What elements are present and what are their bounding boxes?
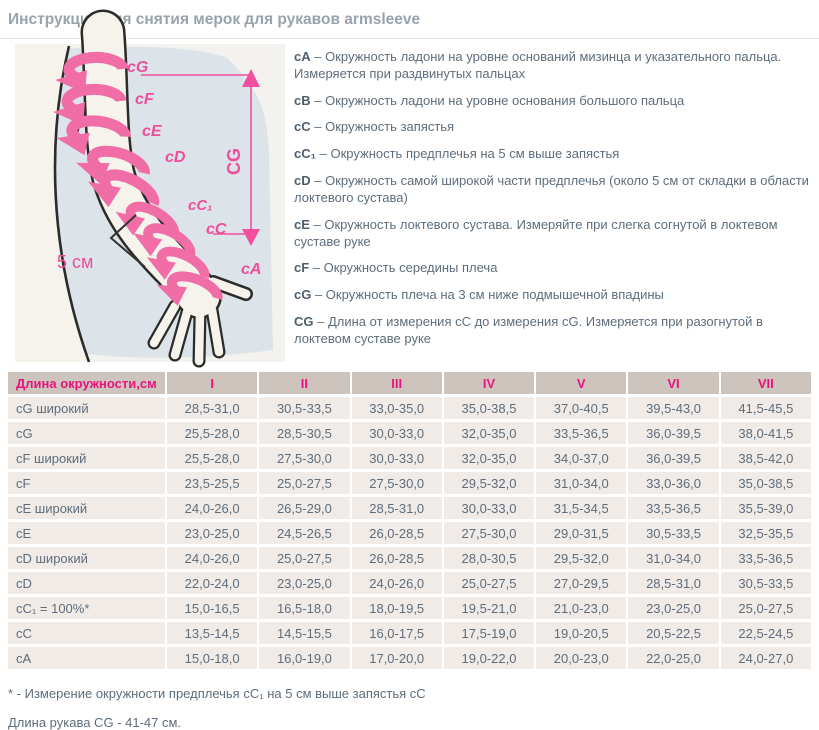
label-cC: cC <box>206 221 227 238</box>
measurement-text: – Окружность самой широкой части предплечья (около 5 см от складки в области локтевого сустава) <box>294 172 809 205</box>
row-value: 17,0-20,0 <box>350 647 442 669</box>
row-value: 29,0-31,5 <box>534 522 626 544</box>
row-value: 38,0-41,5 <box>719 422 811 444</box>
label-cA: cA <box>241 261 262 278</box>
table-row <box>8 647 811 669</box>
row-value: 22,5-24,5 <box>719 622 811 644</box>
row-value: 22,0-24,0 <box>165 572 257 594</box>
table-row <box>8 472 811 494</box>
row-value: 20,5-22,5 <box>626 622 718 644</box>
row-value: 27,5-30,0 <box>442 522 534 544</box>
size-column-header: IV <box>442 372 534 394</box>
row-value: 25,0-27,5 <box>442 572 534 594</box>
row-label: cC₁ = 100%* <box>8 597 165 619</box>
measurement-text: – Окружность ладони на уровне оснований мизинца и указательного пальца. Измеряется при раздвинутых пальцах <box>294 49 782 82</box>
row-value: 31,0-34,0 <box>534 472 626 494</box>
row-label: cE <box>8 522 165 544</box>
row-value: 36,0-39,5 <box>626 447 718 469</box>
row-value: 26,0-28,5 <box>350 522 442 544</box>
measurement-term: cA <box>294 49 311 64</box>
row-value: 28,5-31,0 <box>626 572 718 594</box>
row-value: 26,5-29,0 <box>257 497 349 519</box>
label-five-cm: 5 см <box>57 252 94 272</box>
row-label: cD широкий <box>8 547 165 569</box>
row-value: 37,0-40,5 <box>534 397 626 419</box>
row-value: 19,5-21,0 <box>442 597 534 619</box>
size-column-header: VII <box>719 372 811 394</box>
row-label: cG <box>8 422 165 444</box>
table-row <box>8 447 811 469</box>
page-title: Инструкция для снятия мерок для рукавов armsleeve <box>8 11 421 28</box>
row-label: cF <box>8 472 165 494</box>
row-value: 33,0-35,0 <box>350 397 442 419</box>
measurement-description-item <box>294 118 811 135</box>
row-label: cF широкий <box>8 447 165 469</box>
measurement-term: cD <box>294 172 311 188</box>
arm-measurement-illustration <box>15 44 285 362</box>
row-value: 30,0-33,0 <box>350 447 442 469</box>
row-value: 35,0-38,5 <box>719 472 811 494</box>
measurement-description-item <box>294 259 811 276</box>
row-value: 25,5-28,0 <box>165 447 257 469</box>
row-value: 34,0-37,0 <box>534 447 626 469</box>
row-value: 25,0-27,5 <box>257 547 349 569</box>
row-value: 32,0-35,0 <box>442 447 534 469</box>
table-row <box>8 572 811 594</box>
measurement-term: cC₁ <box>294 146 316 162</box>
size-column-header: V <box>534 372 626 394</box>
table-row <box>8 497 811 519</box>
row-label: cC <box>8 622 165 644</box>
row-value: 24,0-26,0 <box>165 547 257 569</box>
row-value: 35,5-39,0 <box>719 497 811 519</box>
row-value: 33,5-36,5 <box>534 422 626 444</box>
row-value: 15,0-16,5 <box>165 597 257 619</box>
measurement-term: CG <box>294 313 314 329</box>
row-value: 29,5-32,0 <box>534 547 626 569</box>
size-table <box>8 369 811 672</box>
row-value: 18,0-19,5 <box>350 597 442 619</box>
row-value: 36,0-39,5 <box>626 422 718 444</box>
measurement-term: cF <box>294 260 310 276</box>
row-value: 22,0-25,0 <box>626 647 718 669</box>
row-value: 16,0-19,0 <box>257 647 349 669</box>
measurement-text: – Окружность плеча на 3 см ниже подмышечной впадины <box>314 287 664 303</box>
row-label: cG широкий <box>8 397 165 419</box>
row-value: 28,5-31,0 <box>350 497 442 519</box>
measurement-text: – Окружность запястья <box>314 119 455 135</box>
table-row <box>8 597 811 619</box>
table-row <box>8 547 811 569</box>
measurement-description-item <box>294 92 811 109</box>
label-cC1: cC₁ <box>188 197 213 214</box>
size-column-header: II <box>257 372 349 394</box>
measurement-text: – Длина от измерения cC до измерения cG. Измеряется при разогнутой в локтевом суставе руке <box>294 313 763 346</box>
row-value: 31,5-34,5 <box>534 497 626 519</box>
label-cG: cG <box>127 59 149 76</box>
measurement-description-item <box>294 286 811 303</box>
row-label: cA <box>8 647 165 669</box>
row-value: 24,0-26,0 <box>350 572 442 594</box>
label-length-CG: CG <box>224 148 244 175</box>
row-value: 15,0-18,0 <box>165 647 257 669</box>
table-row <box>8 397 811 419</box>
row-value: 41,5-45,5 <box>719 397 811 419</box>
row-value: 30,5-33,5 <box>719 572 811 594</box>
measurement-description-item <box>294 313 811 347</box>
top-section <box>0 39 819 362</box>
measurement-term: cC <box>294 119 311 135</box>
row-value: 20,0-23,0 <box>534 647 626 669</box>
row-value: 23,0-25,0 <box>257 572 349 594</box>
size-column-header: VI <box>626 372 718 394</box>
measurement-text: – Окружность предплечья на 5 см выше запястья <box>319 146 620 162</box>
footnote-sleeve-length: Длина рукава CG - 41-47 см. <box>8 715 182 730</box>
arm-illustration-svg <box>15 44 285 362</box>
row-value: 21,0-23,0 <box>534 597 626 619</box>
row-value: 13,5-14,5 <box>165 622 257 644</box>
row-value: 25,0-27,5 <box>719 597 811 619</box>
row-value: 33,0-36,0 <box>626 472 718 494</box>
row-value: 28,5-30,5 <box>257 422 349 444</box>
row-value: 30,5-33,5 <box>257 397 349 419</box>
size-column-header: III <box>350 372 442 394</box>
measurement-text: – Окружность ладони на уровне основания большого пальца <box>314 92 685 108</box>
row-value: 24,0-27,0 <box>719 647 811 669</box>
row-value: 25,0-27,5 <box>257 472 349 494</box>
size-column-header: I <box>165 372 257 394</box>
measurement-description-item <box>294 48 811 82</box>
measurement-text: – Окружность середины плеча <box>312 260 498 276</box>
size-table-body <box>8 397 811 669</box>
row-value: 23,5-25,5 <box>165 472 257 494</box>
row-value: 33,5-36,5 <box>626 497 718 519</box>
row-value: 24,5-26,5 <box>257 522 349 544</box>
measurement-term: cG <box>294 287 312 303</box>
row-value: 35,0-38,5 <box>442 397 534 419</box>
row-value: 14,5-15,5 <box>257 622 349 644</box>
size-table-header-label: Длина окружности,см <box>8 372 165 394</box>
row-value: 25,5-28,0 <box>165 422 257 444</box>
table-row <box>8 422 811 444</box>
row-value: 39,5-43,0 <box>626 397 718 419</box>
label-cF: cF <box>135 91 154 108</box>
row-value: 30,5-33,5 <box>626 522 718 544</box>
row-value: 16,5-18,0 <box>257 597 349 619</box>
row-value: 32,5-35,5 <box>719 522 811 544</box>
measurement-description-item <box>294 145 811 162</box>
measurement-description-item <box>294 216 811 250</box>
measurement-text: – Окружность локтевого сустава. Измеряйте при слегка согнутой в локтевом суставе руке <box>294 216 778 249</box>
row-value: 23,0-25,0 <box>165 522 257 544</box>
row-value: 24,0-26,0 <box>165 497 257 519</box>
label-cD: cD <box>165 149 186 166</box>
table-row <box>8 622 811 644</box>
row-value: 30,0-33,0 <box>350 422 442 444</box>
row-value: 28,0-30,5 <box>442 547 534 569</box>
row-label: cE широкий <box>8 497 165 519</box>
row-value: 31,0-34,0 <box>626 547 718 569</box>
row-value: 29,5-32,0 <box>442 472 534 494</box>
row-value: 27,5-30,0 <box>350 472 442 494</box>
row-label: cD <box>8 572 165 594</box>
row-value: 28,5-31,0 <box>165 397 257 419</box>
table-row <box>8 522 811 544</box>
row-value: 32,0-35,0 <box>442 422 534 444</box>
row-value: 27,0-29,5 <box>534 572 626 594</box>
measurement-descriptions <box>294 44 811 362</box>
footnote-asterisk: * - Измерение окружности предплечья cC₁ на 5 см выше запястья cC <box>8 686 426 701</box>
row-value: 38,5-42,0 <box>719 447 811 469</box>
measurement-term: cE <box>294 216 310 232</box>
row-value: 19,0-22,0 <box>442 647 534 669</box>
row-value: 23,0-25,0 <box>626 597 718 619</box>
row-value: 17,5-19,0 <box>442 622 534 644</box>
row-value: 33,5-36,5 <box>719 547 811 569</box>
size-table-header-row <box>8 372 811 394</box>
measurement-term: cB <box>294 92 311 108</box>
row-value: 26,0-28,5 <box>350 547 442 569</box>
row-value: 16,0-17,5 <box>350 622 442 644</box>
measurement-description-item <box>294 172 811 206</box>
row-value: 19,0-20,5 <box>534 622 626 644</box>
row-value: 30,0-33,0 <box>442 497 534 519</box>
label-cE: cE <box>142 123 162 140</box>
row-value: 27,5-30,0 <box>257 447 349 469</box>
